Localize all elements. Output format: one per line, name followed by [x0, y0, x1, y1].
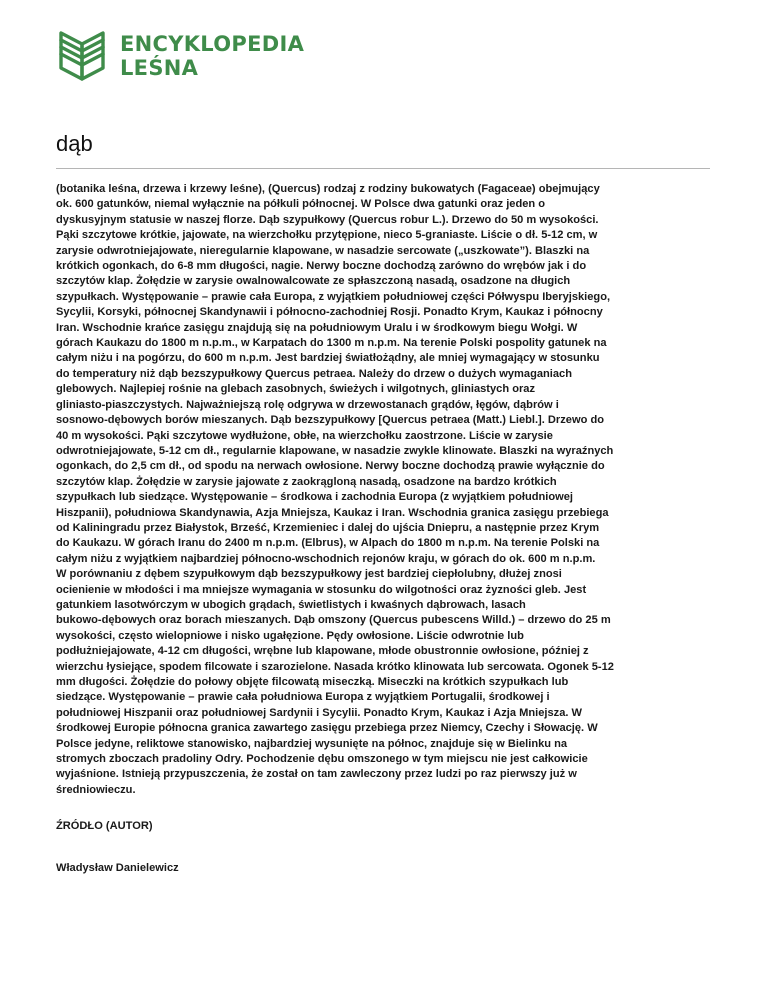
logo-line-2: LEŚNA — [120, 56, 199, 80]
article-title: dąb — [56, 131, 93, 156]
site-header — [56, 30, 304, 82]
author-name: Władysław Danielewicz — [56, 862, 179, 874]
source-label: ŹRÓDŁO (AUTOR) — [56, 820, 153, 832]
open-book-icon — [56, 30, 108, 82]
article-body: (botanika leśna, drzewa i krzewy leśne), (Quercus) rodzaj z rodziny bukowatych (Fagaceae) obejmujący ok. 600 gatunków, niemal wyłącznie na półkuli północnej. W Polsce dwa gatunki oraz jeden o dyskusyjnym statusie w naszej florze. Dąb szypułkowy (Quercus robur L.). Drzewo do 50 m wysokości. Pąki szczytowe krótkie, jajowate, na wierzchołku przytępione, nieco 5-graniaste. Liście o dł. 5-12 cm, w zarysie odwrotniejajowate, nieregularnie klapowane, w nasadzie sercowate („uszkowate”). Blaszki na krótkich ogonkach, do 6-8 mm długości, nagie. Nerwy boczne dochodzą zarówno do wrębów jak i do szczytów klap. Żołędzie w zarysie owalnowalcowate ze spłaszczoną nasadą, osadzone na długich szypułkach. Występowanie – prawie cała Europa, z wyjątkiem południowej części Półwyspu Iberyjskiego, Sycylii, Korsyki, północnej Skandynawii i północno-zachodniej Rosji. Ponadto Krym, Kaukaz i północny Iran. Wschodnie krańce zasięgu znajdują się na południowym Uralu i w środkowym biegu Wołgi. W górach Kaukazu do 1800 m n.p.m., w Karpatach do 1300 m n.p.m. Na terenie Polski pospolity gatunek na całym niżu i na pogórzu, do 600 m n.p.m. Jest bardziej światłożądny, ale mniej wymagający w stosunku do temperatury niż dąb bezszypułkowy Quercus petraea. Należy do drzew o dużych wymaganiach glebowych. Najlepiej rośnie na glebach zasobnych, świeżych i wilgotnych, gliniastych oraz gliniasto-piaszczystych. Najważniejszą rolę odgrywa w drzewostanach grądów, łęgów, dąbrów i sosnowo-dębowych borów mieszanych. Dąb bezszypułkowy [Quercus petraea (Matt.) Liebl.]. Drzewo do 40 m wysokości. Pąki szczytowe wydłużone, obłe, na wierzchołku zaostrzone. Liście w zarysie odwrotniejajowate, 5-12 cm dł., regularnie klapowane, w nasadzie zwykle klinowate. Blaszki na wyraźnych ogonkach, do 2,5 cm dł., od spodu na nerwach owłosione. Nerwy boczne dochodzą prawie wyłącznie do szczytów klap. Żołędzie w zarysie jajowate z zaokrągloną nasadą, osadzone na bardzo krótkich szypułkach lub siedzące. Występowanie – środkowa i zachodnia Europa (z wyjątkiem południowej Hiszpanii), południowa Skandynawia, Azja Mniejsza, Kaukaz i Iran. Wschodnia granica zasięgu przebiega od Kaliningradu przez Białystok, Brześć, Krzemieniec i dalej do ujścia Dniepru, a następnie przez Krym do Kaukazu. W górach Iranu do 2400 m n.p.m. (Elbrus), w Alpach do 1800 m n.p.m. Na terenie Polski na całym niżu z wyjątkiem najbardziej północno-wschodnich rejonów kraju, w górach do ok. 600 m n.p.m. W porównaniu z dębem szypułkowym dąb bezszypułkowy jest bardziej ciepłolubny, dłużej znosi ocienienie w młodości i ma mniejsze wymagania w stosunku do wilgotności oraz żyzności gleb. Jest gatunkiem lasotwórczym w ubogich grądach, świetlistych i kwaśnych dąbrowach, lasach bukowo-dębowych oraz borach mieszanych. Dąb omszony (Quercus pubescens Willd.) – drzewo do 25 m wysokości, często wielopniowe i nisko ugałęzione. Pędy owłosione. Liście odwrotnie lub podłużniejajowate, 4-12 cm długości, wrębne lub klapowane, młode obustronnie owłosione, później z wierzchu łysiejące, spodem filcowate i szarozielone. Nasada krótko klinowata lub sercowata. Ogonek 5-12 mm długości. Żołędzie do połowy objęte filcowatą miseczką. Miseczki na krótkich szypułkach lub siedzące. Występowanie – prawie cała południowa Europa z wyjątkiem Portugalii, środkowej i południowej Hiszpanii oraz południowej Sardynii i Sycylii. Ponadto Krym, Kaukaz i Azja Mniejsza. W środkowej Europie północna granica zawartego zasięgu przebiega przez Niemcy, Czechy i Słowację. W Polsce jedyne, reliktowe stanowisko, najbardziej wysunięte na północ, znajduje się w Bielinku na stromych zboczach pradoliny Odry. Pochodzenie dębu omszonego w tym miejscu nie jest całkowicie wyjaśnione. Istnieją przypuszczenia, że został on tam zawleczony przez ludzi po raz pierwszy już w średniowieczu. — [56, 183, 614, 796]
title-divider — [56, 168, 710, 169]
logo-line-1: ENCYKLOPEDIA — [120, 32, 305, 56]
site-logo-text[interactable] — [120, 32, 304, 80]
